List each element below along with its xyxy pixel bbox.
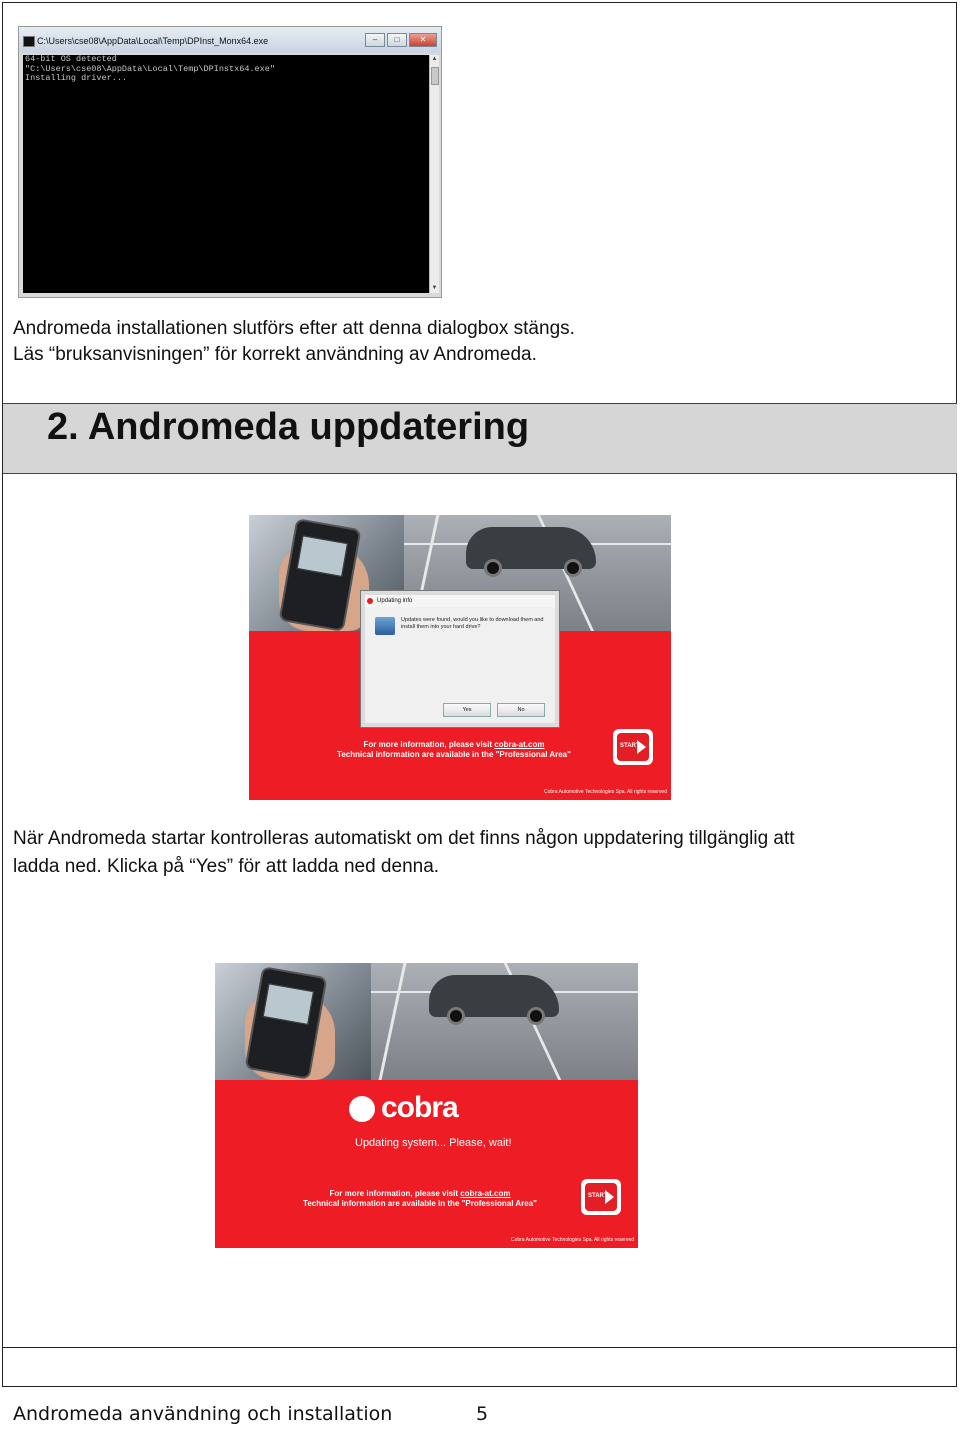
intro-line-1: Andromeda installationen slutförs efter att denna dialogbox stängs. [13,318,575,339]
section-title: 2. Andromeda uppdatering [47,406,530,448]
scroll-thumb[interactable] [431,67,439,85]
copyright: Cobra Automotive Technologies Spa. All rights reserved [543,789,667,795]
info-text [285,1189,555,1209]
yes-button[interactable]: Yes [443,703,491,717]
console-window-screenshot [18,26,442,298]
page-number: 5 [476,1403,489,1425]
no-button[interactable]: No [497,703,545,717]
close-icon[interactable]: ✕ [409,33,437,47]
console-title-bar [19,27,441,53]
maximize-icon[interactable]: □ [387,33,407,47]
footer-divider-top [2,1347,957,1348]
console-icon [23,36,35,47]
console-output [23,55,431,293]
start-button[interactable] [581,1179,621,1215]
phone-photo [215,963,371,1080]
arrow-right-icon [637,740,646,754]
console-line: Installing driver... [25,73,128,83]
info-prefix: For more information, please visit [329,1189,461,1198]
console-scrollbar[interactable] [429,55,439,293]
console-line: 64-bit OS detected [25,54,117,64]
dialog-message-line-2: install them into your hard drive? [401,624,481,630]
minimize-icon[interactable]: – [365,33,385,47]
info-text [319,740,589,760]
scroll-down-icon[interactable]: ▼ [431,285,438,291]
updating-system-screenshot [215,963,638,1248]
parking-lot-photo [371,963,638,1080]
info-list-icon [375,617,395,635]
info-line-2: Technical information are available in the "Professional Area" [303,1199,537,1208]
body-line-2: ladda ned. Klicka på “Yes” för att ladda ned denna. [13,856,440,877]
cobra-dialog-icon [367,598,373,604]
start-button[interactable] [613,729,653,765]
start-label: START [620,743,640,749]
intro-line-2: Läs “bruksanvisningen” för korrekt användning av Andromeda. [13,344,537,365]
scroll-up-icon[interactable]: ▲ [431,56,438,62]
copyright: Cobra Automotive Technologies Spa. All rights reserved [510,1237,634,1243]
footer-title: Andromeda användning och installation [13,1403,393,1425]
dialog-message-line-1: Updates were found, would you like to download them and [401,617,544,623]
updating-status: Updating system... Please, wait! [355,1137,512,1149]
header-photo [215,963,638,1080]
console-title: C:\Users\cse08\AppData\Local\Temp\DPInst_Monx64.exe [37,36,269,46]
cobra-link[interactable]: cobra-at.com [494,740,545,749]
dialog-title: Updating info [377,598,413,604]
cobra-logo-icon [349,1096,375,1122]
body-line-1: När Andromeda startar kontrolleras automatiskt om det finns någon uppdatering tillgänglig att [13,828,795,849]
cobra-logo: cobra [381,1091,458,1124]
updating-info-dialog [361,591,559,727]
console-line: "C:\Users\cse08\AppData\Local\Temp\DPInstx64.exe" [25,63,275,74]
arrow-right-icon [605,1190,614,1204]
cobra-link[interactable]: cobra-at.com [460,1189,511,1198]
update-dialog-screenshot [249,515,671,800]
info-prefix: For more information, please visit [363,740,495,749]
info-line-2: Technical information are available in the "Professional Area" [337,750,571,759]
start-label: START [588,1193,608,1199]
